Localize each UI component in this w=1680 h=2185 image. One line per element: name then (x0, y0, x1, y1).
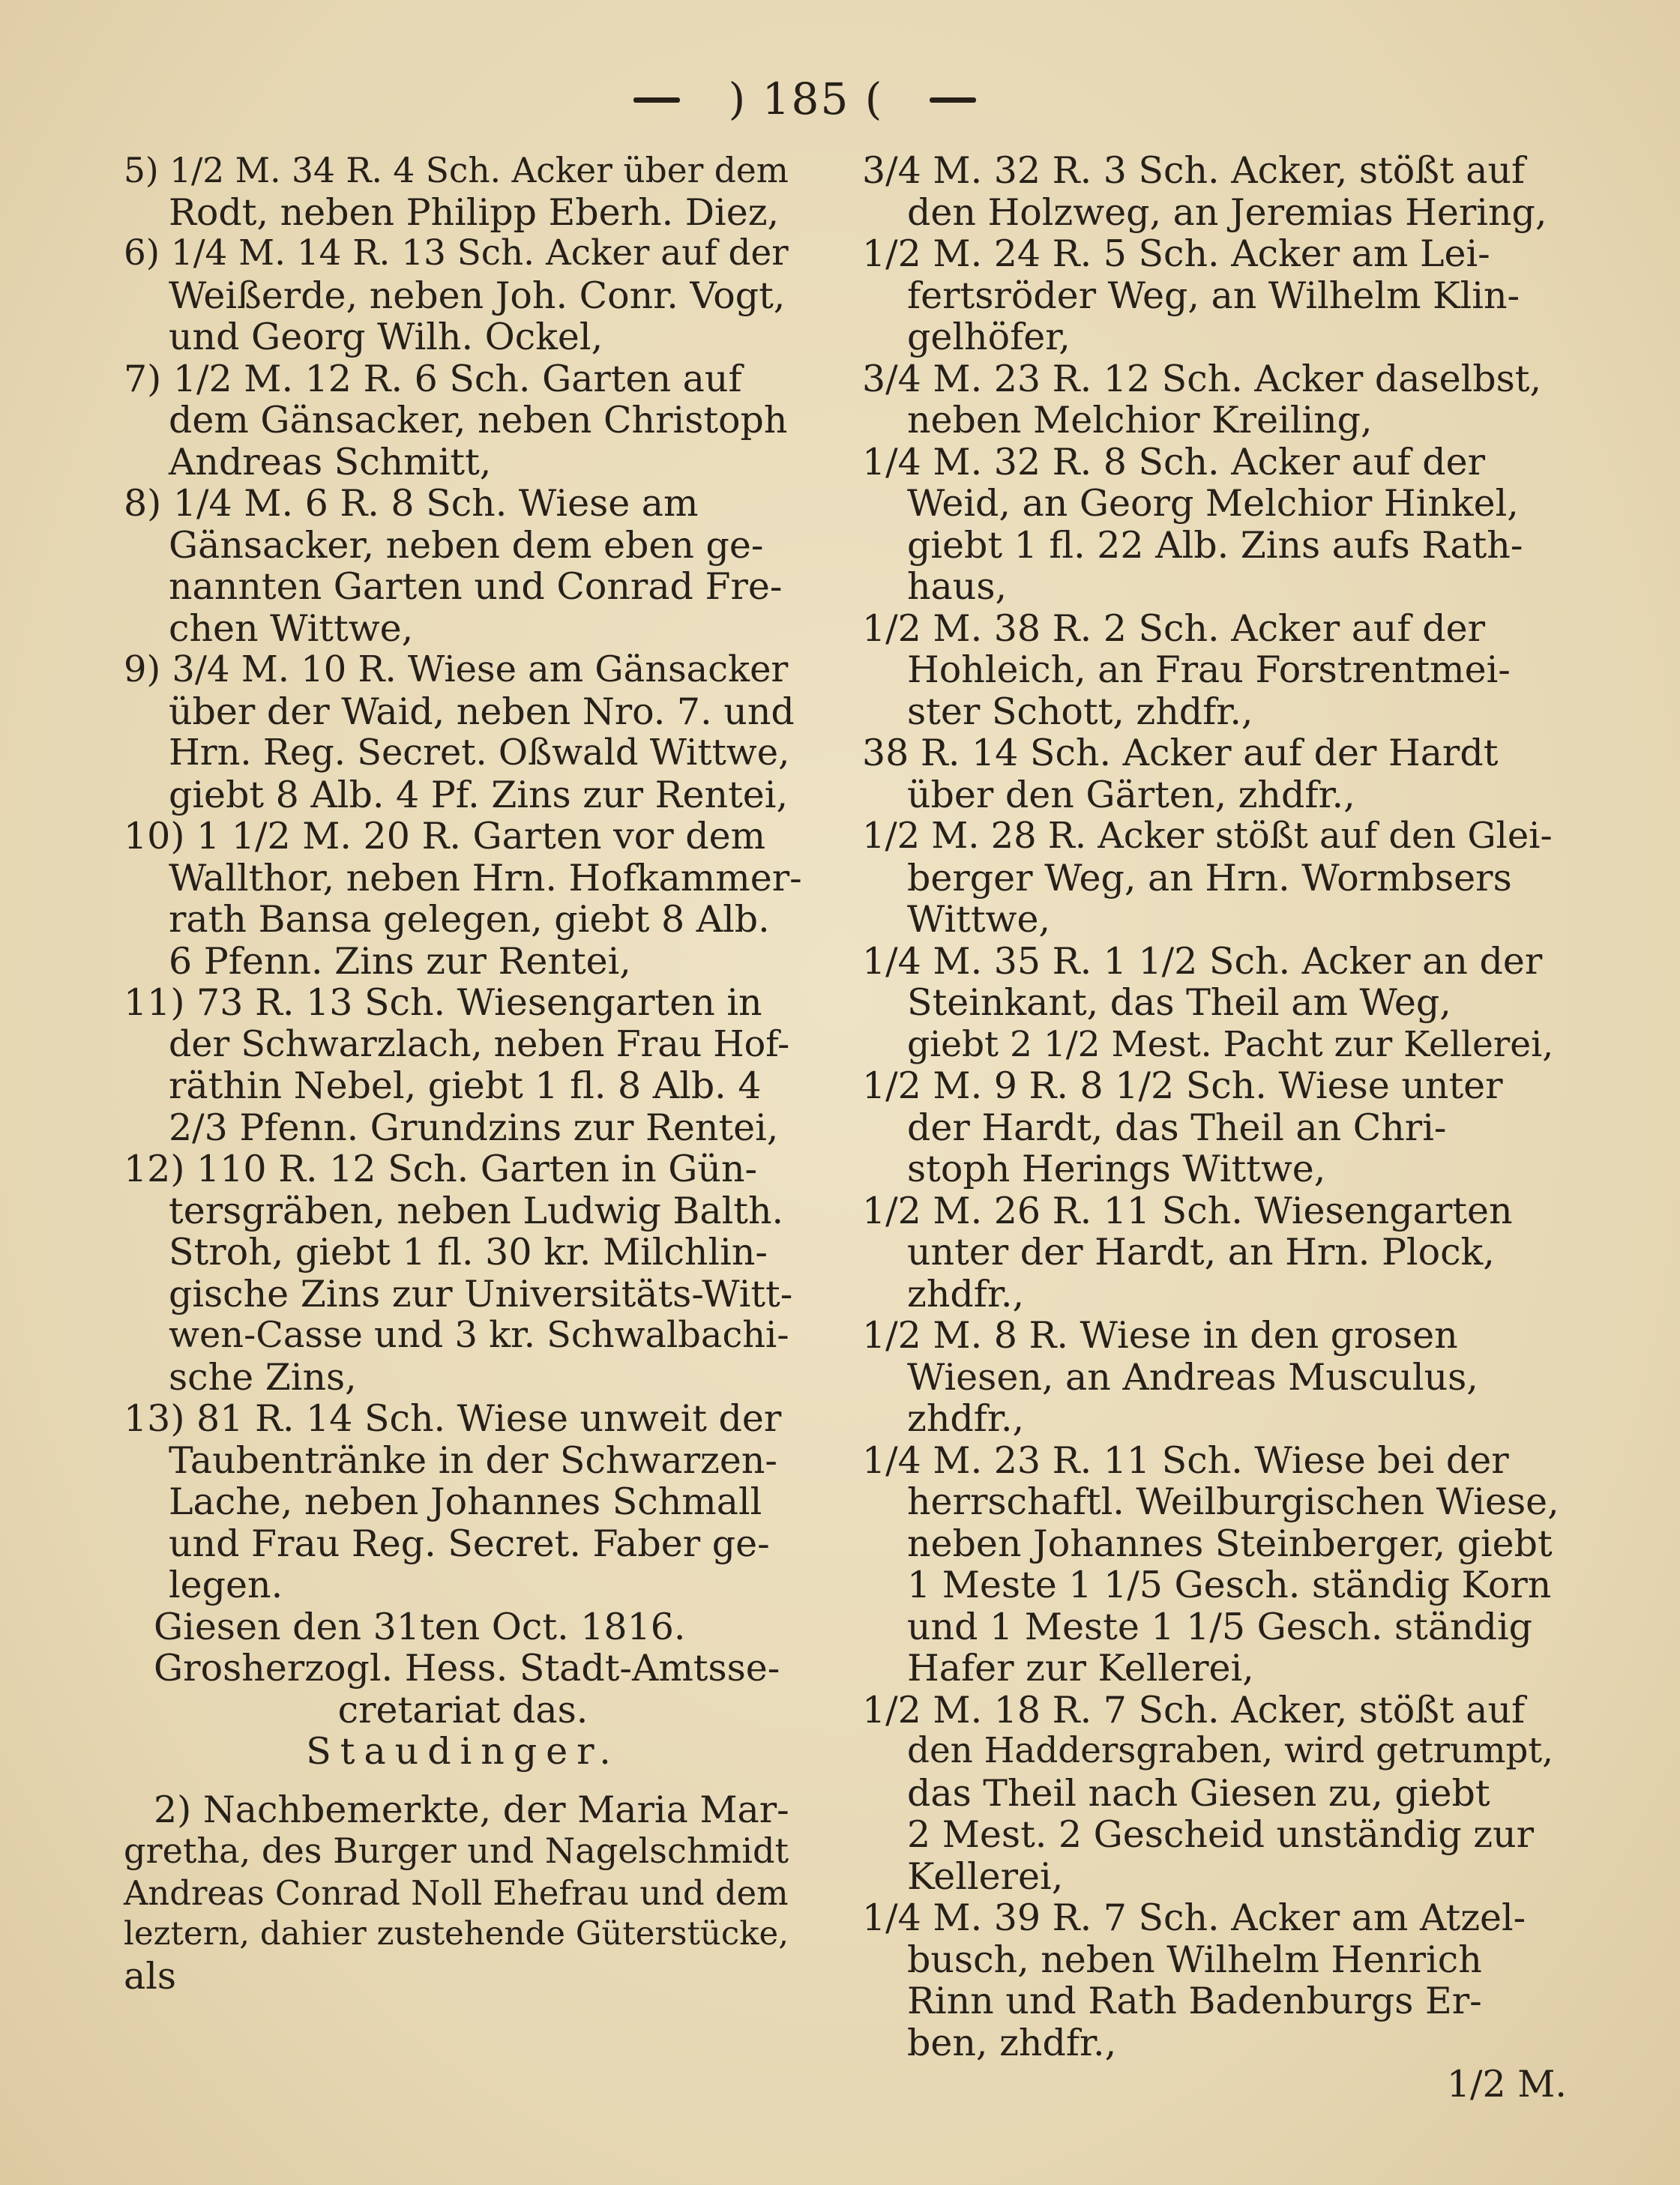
notice-2 (124, 1789, 802, 1998)
line: als (124, 1954, 177, 1998)
catchword: 1/2 M. (1446, 2063, 1567, 2106)
line: Wallthor, neben Hrn. Hofkammer- (169, 856, 802, 899)
line: gische Zins zur Universitäts-Witt- (169, 1272, 793, 1315)
line: 2) Nachbemerkte, der Maria Mar- (154, 1788, 789, 1831)
line: 1 Meste 1 1/5 Gesch. ständig Korn (907, 1564, 1552, 1606)
line: Steinkant, das Theil am Weg, (907, 981, 1451, 1024)
line: Grosherzogl. Hess. Stadt-Amtsse- (154, 1647, 780, 1690)
line: 1/4 M. 39 R. 7 Sch. Acker am Atzel- (862, 1896, 1526, 1939)
line: gelhöfer, (907, 316, 1071, 358)
line: und Georg Wilh. Ockel, (169, 316, 603, 358)
line: 3/4 M. 32 R. 3 Sch. Acker, stößt auf (862, 149, 1526, 192)
line: Rinn und Rath Badenburgs Er- (907, 1980, 1482, 2022)
line: 8) 1/4 M. 6 R. 8 Sch. Wiese am (124, 482, 699, 525)
parcel-2 (862, 233, 1567, 358)
line: berger Weg, an Hrn. Wormbsers (907, 856, 1512, 899)
line: 1/2 M. 18 R. 7 Sch. Acker, stößt auf (862, 1688, 1526, 1732)
parcel-7 (862, 816, 1567, 941)
line: der Hardt, das Theil an Chri- (907, 1106, 1447, 1149)
line: leztern, dahier zustehende Güterstücke, (124, 1915, 789, 1953)
line: 1/2 M. 9 R. 8 1/2 Sch. Wiese unter (862, 1064, 1503, 1107)
line: 13) 81 R. 14 Sch. Wiese unweit der (124, 1397, 782, 1440)
line: Wittwe, (907, 898, 1051, 941)
signature: Staudinger. (306, 1730, 620, 1773)
line: 11) 73 R. 13 Sch. Wiesengarten in (124, 981, 762, 1024)
list-item-7 (124, 358, 802, 483)
line: haus, (907, 565, 1008, 608)
line: 2 Mest. 2 Gescheid unständig zur (907, 1813, 1535, 1856)
line: Hrn. Reg. Secret. Oßwald Wittwe, (169, 732, 790, 774)
line: ben, zhdfr., (907, 2021, 1117, 2064)
line: Taubentränke in der Schwarzen- (169, 1438, 777, 1482)
line: 1/2 M. 26 R. 11 Sch. Wiesengarten (862, 1189, 1513, 1232)
line: 1/4 M. 35 R. 1 1/2 Sch. Acker an der (862, 939, 1543, 983)
line: über der Waid, neben Nro. 7. und (169, 690, 795, 733)
line: giebt 8 Alb. 4 Pf. Zins zur Rentei, (169, 773, 789, 816)
parcel-11 (862, 1315, 1567, 1440)
line: Lache, neben Johannes Schmall (169, 1480, 762, 1523)
line: nannten Garten und Conrad Fre- (169, 565, 783, 608)
list-item-5 (124, 150, 802, 233)
line: 10) 1 1/2 M. 20 R. Garten vor dem (124, 815, 766, 858)
line: cretariat das. (337, 1688, 588, 1732)
list-item-12 (124, 1148, 802, 1398)
line: 1/4 M. 32 R. 8 Sch. Acker auf der (862, 440, 1485, 483)
line: legen. (169, 1564, 283, 1606)
issuing-office (124, 1648, 802, 1731)
line: 9) 3/4 M. 10 R. Wiese am Gänsacker (124, 649, 789, 690)
right-column (862, 150, 1567, 2106)
header-rule-right (930, 97, 976, 103)
line: giebt 1 fl. 22 Alb. Zins aufs Rath- (907, 523, 1523, 567)
line: 5) 1/2 M. 34 R. 4 Sch. Acker über dem (124, 151, 789, 190)
parcel-14 (862, 1897, 1567, 2064)
line: über den Gärten, zhdfr., (907, 773, 1355, 816)
line: Andreas Schmitt, (169, 440, 492, 483)
line: sche Zins, (169, 1355, 357, 1399)
line: 6) 1/4 M. 14 R. 13 Sch. Acker auf der (124, 233, 789, 274)
line: 1/2 M. 24 R. 5 Sch. Acker am Lei- (862, 232, 1490, 275)
line: neben Johannes Steinberger, giebt (907, 1522, 1553, 1565)
list-item-9 (124, 649, 802, 816)
parcel-8 (862, 941, 1567, 1066)
line: den Haddersgraben, wird getrumpt, (907, 1731, 1554, 1771)
line: zhdfr., (907, 1397, 1025, 1440)
parcel-12 (862, 1440, 1567, 1690)
parcel-13 (862, 1690, 1567, 1898)
line: Wiesen, an Andreas Musculus, (907, 1355, 1478, 1399)
line: dem Gänsacker, neben Christoph (169, 399, 788, 441)
line: gretha, des Burger und Nagelschmidt (124, 1830, 789, 1871)
line: 1/4 M. 23 R. 11 Sch. Wiese bei der (862, 1438, 1509, 1482)
line: 1/2 M. 8 R. Wiese in den grosen (862, 1314, 1458, 1357)
date-line: Giesen den 31ten Oct. 1816. (154, 1605, 686, 1648)
line: ster Schott, zhdfr., (907, 690, 1253, 733)
line: Gänsacker, neben dem eben ge- (169, 523, 764, 567)
line: neben Melchior Kreiling, (907, 399, 1373, 441)
line: Weid, an Georg Melchior Hinkel, (907, 482, 1519, 525)
line: Rodt, neben Philipp Eberh. Diez, (169, 190, 780, 234)
page-header (0, 69, 1680, 129)
line: busch, neben Wilhelm Henrich (907, 1938, 1482, 1981)
line: herrschaftl. Weilburgischen Wiese, (907, 1480, 1559, 1523)
line: Hohleich, an Frau Forstrentmei- (907, 648, 1511, 691)
line: Weißerde, neben Joh. Conr. Vogt, (169, 274, 786, 317)
line: rath Bansa gelegen, giebt 8 Alb. (169, 898, 770, 941)
line: giebt 2 1/2 Mest. Pacht zur Kellerei, (907, 1023, 1554, 1065)
line: 1/2 M. 38 R. 2 Sch. Acker auf der (862, 606, 1485, 650)
line: 3/4 M. 23 R. 12 Sch. Acker daselbst, (862, 357, 1542, 400)
line: unter der Hardt, an Hrn. Plock, (907, 1231, 1495, 1274)
parcel-6 (862, 732, 1567, 816)
spacer (124, 1773, 802, 1789)
line: der Schwarzlach, neben Frau Hof- (169, 1023, 790, 1065)
line: fertsröder Weg, an Wilhelm Klin- (907, 274, 1520, 317)
line: Stroh, giebt 1 fl. 30 kr. Milchlin- (169, 1231, 768, 1274)
parcel-3 (862, 358, 1567, 441)
list-item-8 (124, 483, 802, 649)
line: 12) 110 R. 12 Sch. Garten in Gün- (124, 1148, 758, 1190)
line: 7) 1/2 M. 12 R. 6 Sch. Garten auf (124, 357, 742, 400)
list-item-11 (124, 982, 802, 1148)
line: wen-Casse und 3 kr. Schwalbachi- (169, 1315, 789, 1356)
left-column (124, 150, 802, 1997)
line: das Theil nach Giesen zu, giebt (907, 1771, 1490, 1815)
line: räthin Nebel, giebt 1 fl. 8 Alb. 4 (169, 1064, 762, 1107)
line: tersgräben, neben Ludwig Balth. (169, 1189, 784, 1232)
line: zhdfr., (907, 1272, 1025, 1315)
page-number: ) 185 ( (728, 73, 884, 124)
list-item-10 (124, 816, 802, 982)
line: Hafer zur Kellerei, (907, 1647, 1254, 1690)
parcel-4 (862, 441, 1567, 608)
line: 1/2 M. 28 R. Acker stößt auf den Glei- (862, 816, 1553, 857)
parcel-5 (862, 608, 1567, 733)
line: Andreas Conrad Noll Ehefrau und dem (124, 1872, 789, 1913)
parcel-10 (862, 1190, 1567, 1315)
line: chen Wittwe, (169, 606, 414, 650)
header-rule-left (633, 97, 680, 103)
line: Kellerei, (907, 1854, 1064, 1898)
list-item-13 (124, 1398, 802, 1606)
parcel-1 (862, 150, 1567, 233)
list-item-6 (124, 233, 802, 358)
line: 2/3 Pfenn. Grundzins zur Rentei, (169, 1106, 779, 1149)
line: stoph Herings Wittwe, (907, 1148, 1326, 1190)
line: und Frau Reg. Secret. Faber ge- (169, 1522, 770, 1565)
line: 6 Pfenn. Zins zur Rentei, (169, 939, 631, 983)
line: den Holzweg, an Jeremias Hering, (907, 190, 1547, 234)
line: 38 R. 14 Sch. Acker auf der Hardt (862, 732, 1499, 774)
parcel-9 (862, 1065, 1567, 1190)
line: und 1 Meste 1 1/5 Gesch. ständig (907, 1605, 1533, 1648)
